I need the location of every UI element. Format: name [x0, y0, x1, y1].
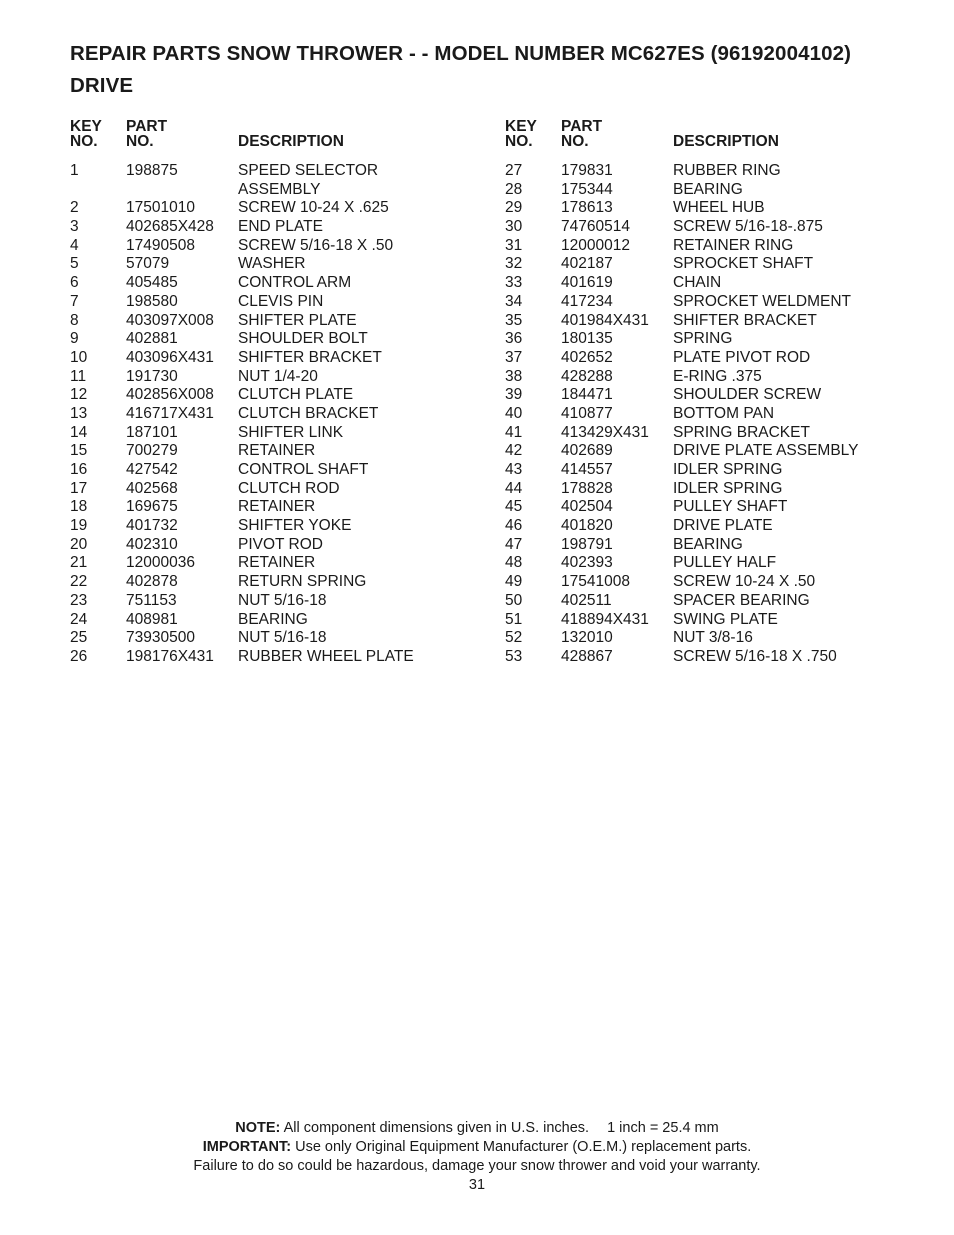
header-description: DESCRIPTION: [673, 133, 779, 150]
table-row: [505, 611, 925, 630]
part-description: WHEEL HUB: [673, 199, 765, 217]
part-number: 12000036: [126, 554, 195, 572]
part-description: PIVOT ROD: [238, 535, 323, 553]
table-row: [70, 349, 490, 368]
table-row: [505, 480, 925, 499]
header-part-no: NO.: [126, 133, 154, 150]
key-number: 20: [70, 535, 88, 553]
key-number: 35: [505, 311, 523, 329]
table-row: [505, 199, 925, 218]
part-description: RETAINER: [238, 554, 316, 572]
part-description: CONTROL SHAFT: [238, 461, 369, 479]
part-number: 198875: [126, 162, 178, 179]
part-description: SPACER BEARING: [673, 591, 810, 609]
key-number: 44: [505, 479, 523, 497]
part-number: 402568: [126, 479, 178, 497]
key-number: 26: [70, 647, 88, 665]
table-row: [505, 629, 925, 648]
table-row: [505, 386, 925, 405]
table-row: [505, 442, 925, 461]
table-row: [70, 480, 490, 499]
part-number: 17490508: [126, 236, 195, 254]
part-description: CONTROL ARM: [238, 274, 352, 292]
key-number: 18: [70, 498, 88, 516]
key-number: 1: [70, 162, 79, 179]
note-conversion: 1 inch = 25.4 mm: [607, 1120, 719, 1136]
table-row: [505, 424, 925, 443]
part-description: RETAINER RING: [673, 236, 794, 254]
part-number: 428288: [561, 367, 613, 385]
table-row: [505, 312, 925, 331]
part-number: 403096X431: [126, 348, 214, 366]
table-row: [70, 498, 490, 517]
part-description: SPROCKET WELDMENT: [673, 292, 851, 310]
part-description: SHIFTER LINK: [238, 423, 344, 441]
key-number: 37: [505, 348, 523, 366]
table-row: [70, 386, 490, 405]
key-number: 46: [505, 517, 523, 535]
table-row: [70, 405, 490, 424]
key-number: 45: [505, 498, 523, 516]
key-number: 40: [505, 404, 523, 422]
table-row: [70, 255, 490, 274]
key-number: 42: [505, 442, 523, 460]
part-description: CLUTCH ROD: [238, 479, 340, 497]
key-number: 6: [70, 274, 79, 292]
header-key-no: NO.: [505, 133, 533, 150]
table-row: [70, 199, 490, 218]
part-description: BEARING: [673, 180, 743, 198]
part-number: 12000012: [561, 236, 630, 254]
part-number: 198176X431: [126, 647, 214, 665]
part-number: 57079: [126, 255, 170, 273]
key-number: 5: [70, 255, 79, 273]
key-number: 28: [505, 180, 523, 198]
important-line: [0, 1138, 954, 1157]
part-number: 17541008: [561, 573, 630, 591]
table-row: [70, 368, 490, 387]
part-number: 414557: [561, 461, 613, 478]
part-number: 178613: [561, 199, 613, 217]
key-number: 3: [70, 218, 79, 236]
part-description: SPEED SELECTOR ASSEMBLY: [238, 162, 379, 198]
part-description: BEARING: [238, 610, 308, 628]
part-number: 191730: [126, 367, 178, 385]
key-number: 29: [505, 199, 523, 217]
table-row: [505, 237, 925, 256]
part-number: 413429X431: [561, 423, 649, 441]
part-number: 700279: [126, 442, 178, 460]
table-row: [505, 554, 925, 573]
key-number: 30: [505, 218, 523, 236]
table-row: [70, 611, 490, 630]
warning-line: Failure to do so could be hazardous, damage your snow thrower and void your warranty.: [193, 1158, 761, 1174]
part-description: SHOULDER BOLT: [238, 330, 368, 348]
part-description: END PLATE: [238, 218, 323, 236]
part-number: 175344: [561, 180, 613, 198]
key-number: 27: [505, 162, 523, 179]
part-number: 417234: [561, 292, 613, 310]
part-number: 178828: [561, 479, 613, 497]
part-number: 401984X431: [561, 311, 649, 329]
part-description: SHIFTER YOKE: [238, 517, 352, 535]
part-description: SWING PLATE: [673, 610, 778, 628]
part-description: SCREW 10-24 X .50: [673, 573, 816, 591]
table-row: [70, 162, 490, 199]
part-number: 401619: [561, 274, 613, 292]
key-number: 51: [505, 610, 523, 628]
table-row: [70, 554, 490, 573]
parts-table-left: [70, 118, 490, 667]
part-description: RETAINER: [238, 442, 316, 460]
table-row: [505, 517, 925, 536]
page-number: 31: [468, 1177, 486, 1193]
part-number: 74760514: [561, 218, 630, 236]
header-part: PART: [561, 118, 603, 135]
key-number: 31: [505, 236, 523, 254]
table-row: [505, 349, 925, 368]
part-number: 184471: [561, 386, 613, 404]
table-row: [505, 536, 925, 555]
table-row: [70, 312, 490, 331]
table-row: [505, 181, 925, 200]
part-number: 408981: [126, 610, 178, 628]
key-number: 23: [70, 591, 88, 609]
table-row: [505, 368, 925, 387]
part-number: 402511: [561, 591, 612, 609]
key-number: 8: [70, 311, 79, 329]
part-number: 179831: [561, 162, 613, 179]
part-number: 405485: [126, 274, 178, 292]
page-title: [70, 38, 930, 102]
table-row: [70, 517, 490, 536]
table-row: [505, 255, 925, 274]
title-line-model: REPAIR PARTS SNOW THROWER - - MODEL NUMBER MC627ES (96192004102): [70, 42, 851, 65]
table-row: [70, 442, 490, 461]
table-row: [70, 424, 490, 443]
part-description: E-RING .375: [673, 367, 762, 385]
part-number: 418894X431: [561, 610, 649, 628]
key-number: 41: [505, 423, 523, 441]
table-row: [505, 274, 925, 293]
part-description: NUT 1/4-20: [238, 367, 318, 385]
key-number: 38: [505, 367, 523, 385]
part-number: 180135: [561, 330, 613, 348]
part-description: SHIFTER BRACKET: [673, 311, 817, 329]
key-number: 12: [70, 386, 88, 404]
part-description: SHOULDER SCREW: [673, 386, 822, 404]
part-description: CLEVIS PIN: [238, 292, 324, 310]
part-number: 198580: [126, 292, 178, 310]
part-number: 402685X428: [126, 218, 214, 236]
part-number: 751153: [126, 591, 177, 609]
key-number: 10: [70, 348, 88, 366]
table-header: [70, 118, 490, 162]
table-row: [505, 648, 925, 667]
table-header: [505, 118, 925, 162]
title-line-section: DRIVE: [70, 74, 134, 97]
page-footer: [0, 1119, 954, 1195]
note-text: All component dimensions given in U.S. inches.: [283, 1120, 590, 1136]
table-row: [505, 293, 925, 312]
table-row: [70, 536, 490, 555]
part-description: SPROCKET SHAFT: [673, 255, 814, 273]
key-number: 11: [70, 367, 87, 385]
key-number: 34: [505, 292, 523, 310]
key-number: 25: [70, 629, 88, 647]
table-row: [505, 162, 925, 181]
table-row: [70, 648, 490, 667]
part-description: DRIVE PLATE ASSEMBLY: [673, 442, 859, 460]
part-number: 403097X008: [126, 311, 214, 329]
part-number: 402504: [561, 498, 613, 516]
table-row: [70, 330, 490, 349]
header-key-no: NO.: [70, 133, 98, 150]
part-description: BOTTOM PAN: [673, 404, 775, 422]
header-key: KEY: [70, 118, 102, 135]
part-description: SCREW 5/16-18 X .750: [673, 647, 837, 665]
key-number: 19: [70, 517, 88, 535]
part-description: PULLEY SHAFT: [673, 498, 788, 516]
part-description: IDLER SPRING: [673, 479, 783, 497]
table-row: [505, 461, 925, 480]
key-number: 53: [505, 647, 523, 665]
part-number: 402393: [561, 554, 613, 572]
part-description: SCREW 10-24 X .625: [238, 199, 389, 217]
part-description: SCREW 5/16-18-.875: [673, 218, 823, 236]
part-description: CLUTCH BRACKET: [238, 404, 379, 422]
part-description: SCREW 5/16-18 X .50: [238, 236, 394, 254]
key-number: 15: [70, 442, 88, 460]
key-number: 43: [505, 461, 523, 478]
part-description: RUBBER RING: [673, 162, 781, 179]
table-row: [70, 461, 490, 480]
key-number: 21: [70, 554, 88, 572]
key-number: 17: [70, 479, 88, 497]
note-line: [0, 1119, 954, 1138]
part-description: CHAIN: [673, 274, 722, 292]
part-number: 73930500: [126, 629, 195, 647]
part-description: DRIVE PLATE: [673, 517, 773, 535]
table-row: [505, 218, 925, 237]
key-number: 9: [70, 330, 79, 348]
part-description: PULLEY HALF: [673, 554, 777, 572]
table-row: [505, 405, 925, 424]
part-description: RETURN SPRING: [238, 573, 367, 591]
key-number: 4: [70, 236, 79, 254]
key-number: 24: [70, 610, 88, 628]
key-number: 39: [505, 386, 523, 404]
part-description: WASHER: [238, 255, 306, 273]
part-number: 198791: [561, 535, 613, 553]
part-description: IDLER SPRING: [673, 461, 783, 478]
header-part: PART: [126, 118, 168, 135]
part-description: NUT 5/16-18: [238, 591, 327, 609]
table-row: [70, 237, 490, 256]
table-row: [70, 274, 490, 293]
part-description: CLUTCH PLATE: [238, 386, 354, 404]
part-description: PLATE PIVOT ROD: [673, 348, 811, 366]
part-description: RUBBER WHEEL PLATE: [238, 647, 414, 665]
part-number: 416717X431: [126, 404, 214, 422]
part-number: 402652: [561, 348, 613, 366]
header-key: KEY: [505, 118, 537, 135]
part-number: 187101: [126, 423, 178, 441]
part-number: 402881: [126, 330, 178, 348]
part-number: 402856X008: [126, 386, 214, 404]
key-number: 36: [505, 330, 523, 348]
header-description: DESCRIPTION: [238, 133, 344, 150]
key-number: 33: [505, 274, 523, 292]
part-description: SHIFTER BRACKET: [238, 348, 382, 366]
part-number: 410877: [561, 404, 613, 422]
part-number: 132010: [561, 629, 613, 647]
part-description: SPRING BRACKET: [673, 423, 810, 441]
rows-right: [505, 162, 925, 667]
part-number: 402878: [126, 573, 178, 591]
key-number: 50: [505, 591, 523, 609]
table-row: [505, 592, 925, 611]
rows-left: [70, 162, 490, 667]
part-description: BEARING: [673, 535, 743, 553]
key-number: 14: [70, 423, 88, 441]
note-label: NOTE:: [235, 1120, 281, 1136]
parts-table-right: [505, 118, 925, 667]
part-number: 17501010: [126, 199, 195, 217]
part-number: 402689: [561, 442, 613, 460]
part-number: 402187: [561, 255, 613, 273]
key-number: 22: [70, 573, 88, 591]
key-number: 2: [70, 199, 79, 217]
key-number: 48: [505, 554, 523, 572]
key-number: 47: [505, 535, 523, 553]
key-number: 7: [70, 292, 79, 310]
part-number: 169675: [126, 498, 178, 516]
important-label: IMPORTANT:: [202, 1139, 292, 1155]
part-number: 401820: [561, 517, 613, 535]
table-row: [505, 573, 925, 592]
part-description: NUT 5/16-18: [238, 629, 327, 647]
part-number: 402310: [126, 535, 178, 553]
table-row: [70, 218, 490, 237]
part-number: 401732: [126, 517, 178, 535]
part-description: SPRING: [673, 330, 733, 348]
important-text: Use only Original Equipment Manufacturer (O.E.M.) replacement parts.: [295, 1139, 752, 1155]
key-number: 52: [505, 629, 523, 647]
part-description: RETAINER: [238, 498, 316, 516]
part-description: SHIFTER PLATE: [238, 311, 357, 329]
part-description: NUT 3/8-16: [673, 629, 753, 647]
header-part-no: NO.: [561, 133, 589, 150]
table-row: [70, 629, 490, 648]
part-number: 427542: [126, 461, 178, 479]
table-row: [70, 293, 490, 312]
key-number: 16: [70, 461, 88, 479]
key-number: 13: [70, 404, 88, 422]
table-row: [70, 592, 490, 611]
key-number: 49: [505, 573, 523, 591]
part-number: 428867: [561, 647, 613, 665]
table-row: [505, 498, 925, 517]
table-row: [505, 330, 925, 349]
key-number: 32: [505, 255, 523, 273]
table-row: [70, 573, 490, 592]
